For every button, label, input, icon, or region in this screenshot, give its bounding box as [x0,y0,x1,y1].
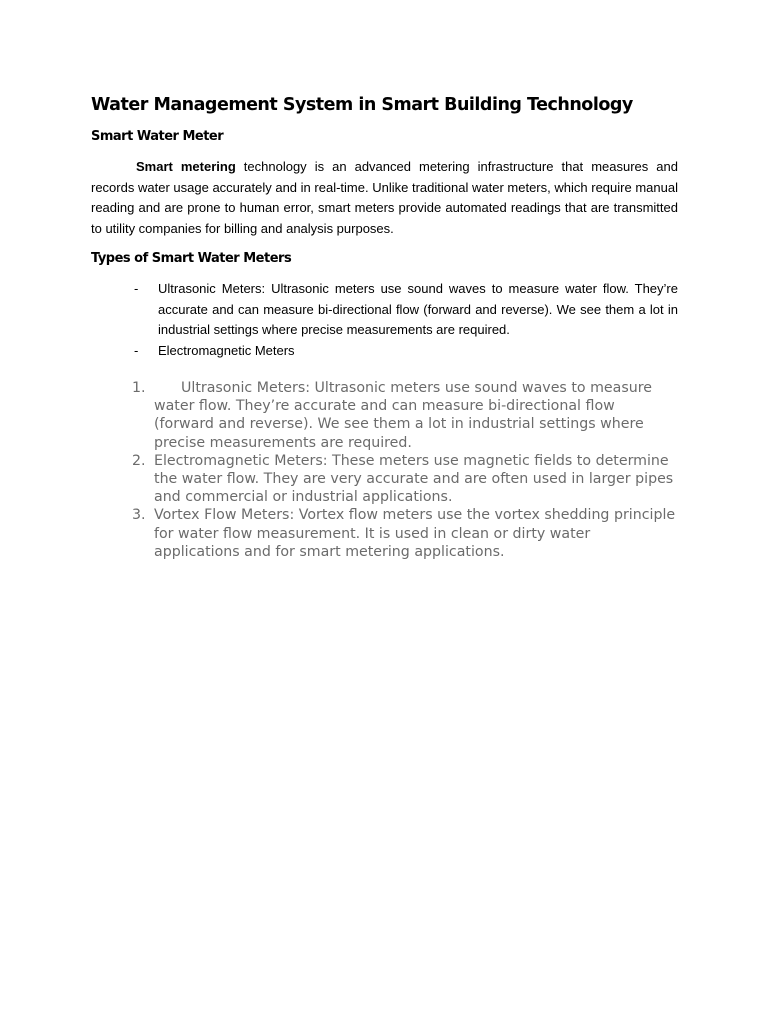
intro-body-text: technology is an advanced metering infrastructure that measures and records water usage accurately and in real-time. Unlike traditional water meters, which require manual reading and are prone to human error, smart meters provide automated readings that are transmitted to utility companies for billing and analysis purposes. [91,159,678,236]
dash-list-marker: - [134,281,139,296]
numbered-list-item-text: Vortex Flow Meters: Vortex flow meters use the vortex shedding principle for water flow measurement. It is used in clean or dirty water applications and for smart metering applications. [154,507,676,560]
numbered-list-marker: 1. [132,380,146,396]
numbered-list-item [132,452,678,507]
numbered-list-item [132,506,678,561]
dash-list [91,279,678,361]
numbered-list-item [132,379,678,452]
document-title: Water Management System in Smart Building Technology [91,95,633,115]
numbered-list [91,379,678,561]
dash-list-item-text: Electromagnetic Meters [158,342,295,358]
intro-lead-text: Smart metering [136,159,236,174]
intro-paragraph [91,157,678,239]
section-heading-types: Types of Smart Water Meters [91,251,292,266]
section-heading-smart-water-meter: Smart Water Meter [91,129,224,144]
numbered-list-item-text: Ultrasonic Meters: Ultrasonic meters use sound waves to measure water flow. They’re accurate and can measure bi-directional flow (forward and reverse). We see them a lot in industrial settings where precise measurements are required. [154,380,652,451]
numbered-list-item-text: Electromagnetic Meters: These meters use magnetic fields to determine the water flow. They are very accurate and are often used in larger pipes and commercial or industrial applications. [154,452,674,506]
numbered-list-marker: 3. [132,507,146,524]
dash-list-item [134,341,678,362]
dash-list-item [134,279,678,341]
numbered-list-marker: 2. [132,452,146,469]
dash-list-item-text: Ultrasonic Meters: Ultrasonic meters use sound waves to measure water flow. They’re accurate and can measure bi-directional flow (forward and reverse). We see them a lot in industrial settings where precise measurements are required. [158,281,678,337]
dash-list-marker: - [134,342,139,358]
